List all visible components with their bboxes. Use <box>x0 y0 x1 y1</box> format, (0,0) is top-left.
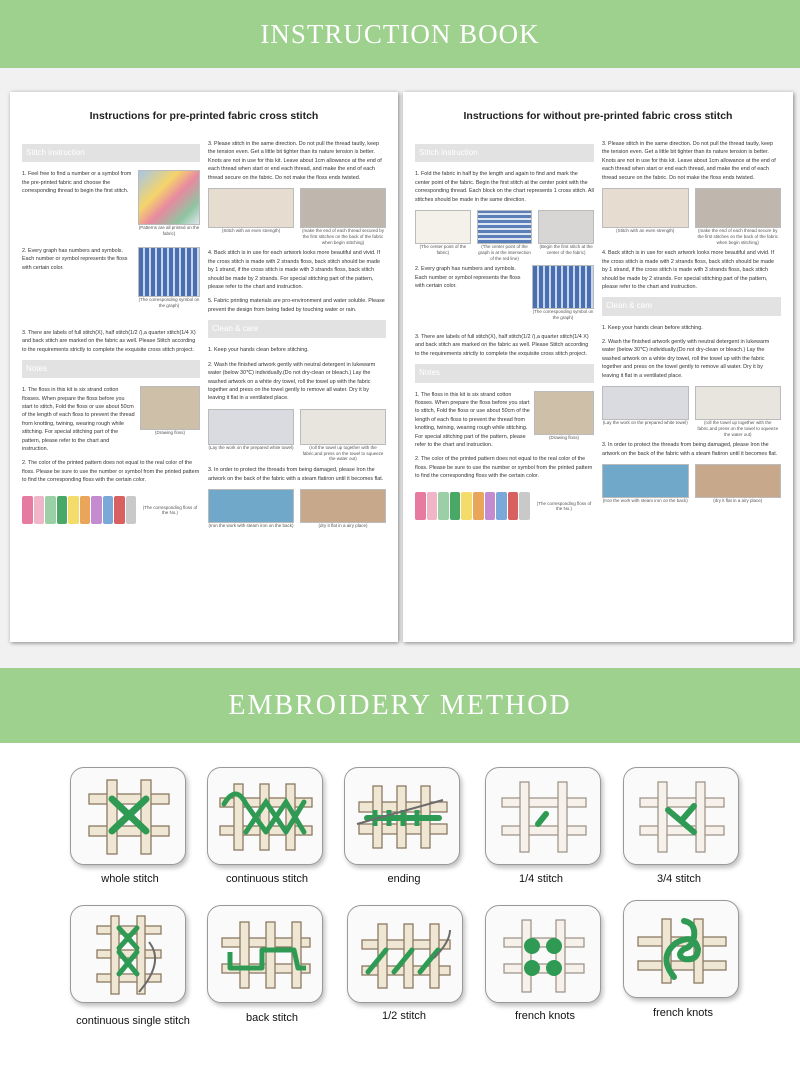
roll-towel-image <box>695 386 782 420</box>
note-1-text: 1. The floss in this kit is six strand cotton flosses. When prepare the floss before you start to stitch, Fold the floss or use about 50cm of the length of each floss to prevent the thread from knotting, twining, wearing rough while stitching. For special stitching part of the pattern, please refer to the chart and instruction. <box>22 387 135 452</box>
method-label: continuous stitch <box>226 873 308 885</box>
symbol-graph-image <box>138 247 200 297</box>
caption: (The center point of the graph is at the intersection of the red line) <box>478 243 531 261</box>
step-2-text: 2. Every graph has numbers and symbols. Each number or symbol represents the floss with certain color. <box>22 248 128 271</box>
caption: (Lay the work on the prepared white towel) <box>602 419 688 425</box>
care-1-text: 1. Keep your hands clean before stitching. <box>208 347 309 354</box>
caption: (Iron the work with steam iron on the back) <box>602 498 688 504</box>
french-knots-icon <box>632 907 732 993</box>
stitch-instruction-heading: Stitch instruction <box>22 144 200 162</box>
center-graph-image <box>477 210 533 244</box>
step-3-text: 3. There are labels of full stitch(X), half stitch(1/2 /),a quarter stitch(1/4 X) and back stitch are marked on the fabric as well. Please Stitch according to the requirements strictly to complete the exquisite cross stitch project. <box>22 329 196 353</box>
ending-card <box>344 767 460 865</box>
step-5-text: 5. Fabric printing materials are pro-environment and water soluble. Please prevent the design from being faded by touching water or rain. <box>208 298 385 313</box>
even-strength-image <box>208 188 294 228</box>
care-3-text: 3. In order to protect the threads from being damaged, please Iron the artwork on the back of the fabric with a steam flatiron until it becomes flat. <box>208 467 384 482</box>
caption: (make the end of each thread secured by the first stitches on the back of the fabric when begin stitching) <box>301 227 385 245</box>
caption: (Drawing floss) <box>548 434 579 440</box>
caption: (The corresponding symbol on the graph) <box>532 309 594 321</box>
drawing-floss-image <box>534 391 594 435</box>
continuous-stitch-icon <box>216 774 316 860</box>
left-instruction-page <box>10 92 398 642</box>
half-stitch-card <box>347 905 463 1003</box>
embroidery-methods-grid <box>0 760 800 1060</box>
method-label: french knots <box>653 1007 713 1019</box>
iron-image <box>602 464 689 498</box>
right-step-3-text: 3. Please stitch in the same direction. Do not pull the thread tautly, keep the tension even. Get a little bit tighter than its nature tension is better. Knots are not in use for this kit. Leave about 1cm allowance at the end of each thread when start or end each thread, and make the end of each thread secure on the fabric. Do not make the floss ends twisted. <box>208 141 382 181</box>
three-quarter-stitch-card <box>623 767 739 865</box>
first-stitch-image <box>538 210 594 244</box>
caption: (Drawing floss) <box>154 430 185 436</box>
caption: (The center point of the fabric) <box>419 243 467 255</box>
caption: (The corresponding floss of the No.) <box>536 500 592 512</box>
towel-image <box>602 386 689 420</box>
right-step-3-text: 3. Please stitch in the same direction. Do not pull the thread tautly, keep the tension even. Get a little bit tighter than its nature tension is better. Knots are not in use for this kit. Leave about 1cm allowance at the end of each thread when start or end each thread, and make the end of each thread secure on the fabric. Do not make the floss ends twisted. <box>602 141 776 181</box>
care-3-text: 3. In order to protect the threads from being damaged, please Iron the artwork on the back of the fabric with a steam flatiron until it becomes flat. <box>602 442 778 457</box>
right-instruction-page <box>403 92 793 642</box>
continuous-stitch-card <box>207 767 323 865</box>
method-label: 1/4 stitch <box>518 873 564 885</box>
whole-stitch-icon <box>79 774 179 860</box>
caption: (The corresponding symbol on the graph) <box>138 297 200 308</box>
right-page-title: Instructions for without pre-printed fabric cross stitch <box>463 110 733 122</box>
banner-title: INSTRUCTION BOOK <box>260 18 540 49</box>
whole-stitch-card <box>70 767 186 865</box>
right-column-b <box>602 140 781 526</box>
caption: (Patterns are all printed on the fabric) <box>138 225 200 237</box>
method-label: whole stitch <box>101 873 159 885</box>
banner-title: EMBROIDERY METHOD <box>228 689 572 721</box>
half-stitch-icon <box>356 912 456 998</box>
center-fabric-image <box>415 210 471 244</box>
step-4-text: 4. Back stitch is in use for each artwork looks more beautiful and vivid. If the cross stitch is made with 2 strands floss, back stitch should be made by 1 strand, if the cross stitch is made with 3 strands floss, back stitch should be made by 2 strands. For special stitching part of the pattern, please refer to the chart and instruction. <box>208 250 380 290</box>
step-1-text: 1. Feel free to find a number or a symbol from the pre-printed fabric and choose the corresponding thread to begin the first stitch. <box>22 171 132 195</box>
printed-fabric-image <box>138 170 200 225</box>
caption: (Lay the work on the prepared white towel) <box>208 444 294 450</box>
note-2-text: 2. The color of the printed pattern does not equal to the real color of the floss. Please be sure to use the number or symbol from the printed pattern to find the corresponding floss with the certain color. <box>22 460 200 484</box>
continuous-single-stitch-card <box>70 905 186 1003</box>
note-2-text: 2. The color of the printed pattern does not equal to the real color of the floss. Please be sure to use the number or symbol from the printed pattern to find the corresponding floss with the certain color. <box>415 456 593 479</box>
method-label: ending <box>387 873 421 885</box>
dry-flat-image <box>695 464 782 498</box>
method-label: continuous single stitch <box>76 1015 190 1027</box>
back-stitch-icon <box>216 912 316 998</box>
french-knots-icon <box>494 912 594 998</box>
notes-heading: Notes <box>22 360 200 378</box>
note-1-text: 1. The floss in this kit is six strand cotton flosses. When prepare the floss before you start to stitch, Fold the floss or use about 50cm of the length of each floss to prevent the thread from knotting, twining, wearing rough while stitching. For special stitching part of the pattern, please refer to the chart and instruction. <box>415 391 530 448</box>
quarter-stitch-card <box>485 767 601 865</box>
caption: (Stitch with an even strength) <box>616 227 675 233</box>
quarter-stitch-icon <box>494 774 594 860</box>
continuous-single-stitch-icon <box>79 912 179 998</box>
caption: (Begin the first stitch at the center of the fabric) <box>539 243 593 255</box>
even-strength-image <box>602 188 689 228</box>
method-label: back stitch <box>246 1012 298 1024</box>
instruction-book-banner <box>0 0 800 68</box>
step-3-text: 3. There are labels of full stitch(X), half stitch(1/2 /),a quarter stitch(1/4 X) and back stitch are marked on the fabric as well. Please Stitch according to the requirements strictly to complete the exquisite cross stitch project. <box>415 334 589 357</box>
clean-care-heading: Clean & care <box>602 297 781 315</box>
caption: (make the end of each thread secure by the first stitches on the back of the fabric when begin stitching) <box>697 227 779 245</box>
caption: (roll the towel up together with the fabric,and press on the towel to squeeze the water out) <box>697 419 779 437</box>
towel-image <box>208 409 294 445</box>
left-column-a <box>22 140 200 533</box>
method-label: french knots <box>515 1010 575 1022</box>
caption: (Stitch with an even strength) <box>221 227 281 233</box>
embroidery-method-banner <box>0 668 800 743</box>
care-2-text: 2. Wash the finished artwork gently with neutral detergent in lukewarm water (below 30℃) individually.(Do not dry-clean or bleach.) Lay the washed artwork on a white dry towel, roll the towel up with the fabric together and press on the towel gently to remove all water. Dry it by leaving it flat in a ventilated place. <box>208 361 376 402</box>
caption: (Iron the work with steam iron on the back) <box>208 522 294 528</box>
three-quarter-stitch-icon <box>632 774 732 860</box>
floss-colors-image <box>415 492 530 520</box>
stitch-instruction-heading: Stitch instruction <box>415 144 594 162</box>
step-2-text: 2. Every graph has numbers and symbols. Each number or symbol represents the floss with certain color. <box>415 266 521 290</box>
dry-flat-image <box>300 489 386 523</box>
step-4-text: 4. Back stitch is in use for each artwork looks more beautiful and vivid. If the cross stitch is made with 2 strands floss, back stitch should be made by 1 strand, if the cross stitch is made with 3 strands floss, back stitch should be made by 2 strands. For special stitching part of the pattern, please refer to the chart and instruction. <box>602 250 774 290</box>
caption: (dry it flat in a airy place) <box>713 498 763 504</box>
care-2-text: 2. Wash the finished artwork gently with neutral detergent in lukewarm water (below 30℃) individually.(Do not dry-clean or bleach.) Lay the washed artwork on a white dry towel, roll the towel up with the fabric together and press on the towel gently to remove all water. Dry it by leaving it flat in a ventilated place. <box>602 339 770 379</box>
method-label: 1/2 stitch <box>381 1010 427 1022</box>
care-1-text: 1. Keep your hands clean before stitching. <box>602 324 703 331</box>
thread-secured-image <box>300 188 386 228</box>
symbol-graph-image <box>532 265 594 309</box>
method-label: 3/4 stitch <box>656 873 702 885</box>
left-page-title: Instructions for pre-printed fabric cross stitch <box>89 110 319 122</box>
french-knots-card-2 <box>623 900 739 998</box>
floss-colors-image <box>22 496 136 524</box>
back-stitch-card <box>207 905 323 1003</box>
left-column-b <box>208 140 386 533</box>
caption: (The corresponding floss of the No.) <box>142 504 198 516</box>
ending-icon <box>353 774 453 860</box>
caption: (dry it flat in a airy place) <box>318 522 368 528</box>
drawing-floss-image <box>140 386 200 430</box>
caption: (roll the towel up together with the fabric,and press on the towel to squeeze the water out) <box>302 444 384 462</box>
thread-secured-image <box>695 188 782 228</box>
clean-care-heading: Clean & care <box>208 320 386 338</box>
iron-image <box>208 489 294 523</box>
roll-towel-image <box>300 409 386 445</box>
step-1-text: 1. Fold the fabric in half by the length and again to find and mark the center point of the fabric. Begin the first stitch at the center point with the corresponding thread. Each block on the chart represents 1 cross stitch. All stitches should be made in the same direction. <box>415 171 594 203</box>
notes-heading: Notes <box>415 364 594 382</box>
french-knots-card-1 <box>485 905 601 1003</box>
right-column-a <box>415 140 594 526</box>
